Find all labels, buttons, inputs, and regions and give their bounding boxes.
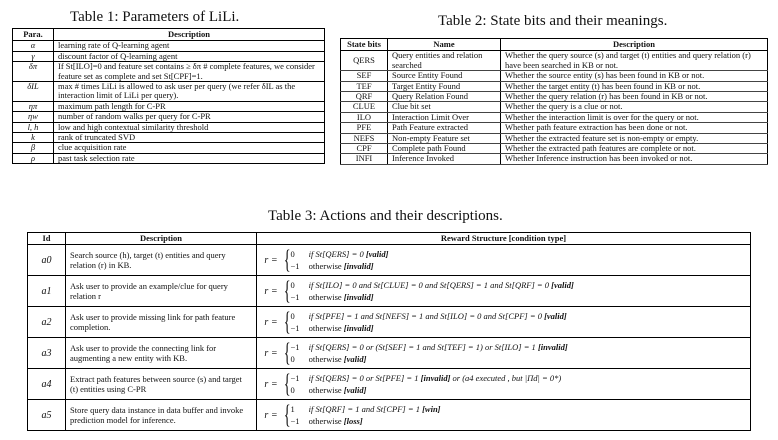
state-name: Clue bit set xyxy=(388,102,501,112)
param-description: number of random walks per query for C-PR xyxy=(54,112,325,122)
table-row xyxy=(341,51,768,71)
table-row xyxy=(13,101,325,111)
state-bit: TEF xyxy=(341,81,388,91)
reward-value: 0 xyxy=(290,354,295,365)
table-row xyxy=(341,133,768,143)
table3-header-description: Description xyxy=(66,233,257,245)
reward-symbol: r = xyxy=(264,409,278,421)
state-bit: SEF xyxy=(341,71,388,81)
condition-type: [valid] xyxy=(343,385,367,396)
param-description: learning rate of Q-learning agent xyxy=(54,41,325,51)
state-name: Path Feature extracted xyxy=(388,123,501,133)
condition-type: [invalid] xyxy=(343,323,374,334)
reward-symbol: r = xyxy=(264,347,278,359)
reward-structure xyxy=(257,245,751,276)
reward-case-2 xyxy=(290,384,561,396)
state-description: Whether the query source (s) and target (t) entities and query relation (r) have been searched in KB or not. xyxy=(501,51,768,71)
condition-type: [invalid] xyxy=(343,261,374,272)
param-symbol: α xyxy=(13,41,54,51)
reward-structure xyxy=(257,307,751,338)
param-description: clue acquisition rate xyxy=(54,143,325,153)
table-row xyxy=(28,307,751,338)
action-id: a2 xyxy=(28,307,66,338)
state-bit: CPF xyxy=(341,144,388,154)
reward-condition-extra: or (a4 executed , but |Πd| = 0*) xyxy=(452,373,562,384)
state-name: Inference Invoked xyxy=(388,154,501,164)
table2-header-state-bits: State bits xyxy=(341,39,388,51)
table-row xyxy=(341,112,768,122)
state-description: Whether the target entity (t) has been found in KB or not. xyxy=(501,81,768,91)
reward-condition: otherwise xyxy=(308,385,342,396)
param-description: max # times LiLi is allowed to ask user per query (we refer δIL as the interaction limit of LiLi per query). xyxy=(54,82,325,102)
state-name: Non-empty Feature set xyxy=(388,133,501,143)
table3-header-id: Id xyxy=(28,233,66,245)
state-description: Whether Inference instruction has been invoked or not. xyxy=(501,154,768,164)
condition-type: [invalid] xyxy=(343,292,374,303)
param-description: If St[ILO]=0 and feature set contains ≥ δπ # complete features, we consider feature set as complete and set St[CPF]=1. xyxy=(54,62,325,82)
reward-structure xyxy=(257,276,751,307)
state-description: Whether the query is a clue or not. xyxy=(501,102,768,112)
state-bit: INFI xyxy=(341,154,388,164)
table-row xyxy=(28,400,751,431)
state-description: Whether the source entity (s) has been found in KB or not. xyxy=(501,71,768,81)
action-description: Ask user to provide the connecting link for augmenting a new entity with KB. xyxy=(66,338,257,369)
condition-type: [invalid] xyxy=(537,342,568,353)
reward-value: −1 xyxy=(290,292,300,303)
brace-glyph: { xyxy=(283,276,291,306)
reward-case-2 xyxy=(290,353,567,365)
condition-type: [valid] xyxy=(544,311,567,322)
reward-value: 1 xyxy=(290,404,295,415)
brace-glyph: { xyxy=(283,338,291,368)
table2 xyxy=(340,38,768,165)
table2-header-name: Name xyxy=(388,39,501,51)
reward-value: −1 xyxy=(290,373,300,384)
param-description: rank of truncated SVD xyxy=(54,133,325,143)
table3-header-reward: Reward Structure [condition type] xyxy=(257,233,751,245)
state-bit: NEFS xyxy=(341,133,388,143)
table-row xyxy=(341,102,768,112)
table1 xyxy=(12,28,325,164)
param-symbol: δIL xyxy=(13,82,54,102)
param-symbol: k xyxy=(13,133,54,143)
param-description: past task selection rate xyxy=(54,153,325,163)
state-description: Whether the interaction limit is over for the query or not. xyxy=(501,112,768,122)
state-name: Source Entity Found xyxy=(388,71,501,81)
reward-case-1 xyxy=(290,248,388,260)
table-row xyxy=(28,338,751,369)
table1-header-description: Description xyxy=(54,29,325,41)
reward-case-1 xyxy=(290,279,573,291)
action-id: a3 xyxy=(28,338,66,369)
table-row xyxy=(13,62,325,82)
reward-condition: if St[QERS] = 0 xyxy=(308,249,364,260)
reward-value: −1 xyxy=(290,342,300,353)
condition-type: [valid] xyxy=(343,354,367,365)
reward-value: −1 xyxy=(290,323,300,334)
table2-header-description: Description xyxy=(501,39,768,51)
reward-condition: if St[PFE] = 1 and St[NEFS] = 1 and St[ILO] = 0 and St[CPF] = 0 xyxy=(308,311,542,322)
table3-caption: Table 3: Actions and their descriptions. xyxy=(268,208,503,224)
reward-case-2 xyxy=(290,415,440,427)
action-description: Search source (h), target (t) entities and query relation (r) in KB. xyxy=(66,245,257,276)
table-row xyxy=(341,154,768,164)
table3 xyxy=(27,232,751,431)
reward-structure xyxy=(257,369,751,400)
state-description: Whether the extracted path features are complete or not. xyxy=(501,144,768,154)
table-row xyxy=(13,41,325,51)
reward-condition: if St[ILO] = 0 and St[CLUE] = 0 and St[QERS] = 1 and St[QRF] = 0 xyxy=(308,280,550,291)
reward-case-2 xyxy=(290,291,573,303)
action-description: Extract path features between source (s) and target (t) entities using C-PR xyxy=(66,369,257,400)
state-bit: PFE xyxy=(341,123,388,133)
action-id: a1 xyxy=(28,276,66,307)
reward-case-1 xyxy=(290,372,561,384)
reward-symbol: r = xyxy=(264,316,278,328)
reward-value: −1 xyxy=(290,416,300,427)
action-id: a4 xyxy=(28,369,66,400)
table-row xyxy=(28,245,751,276)
reward-condition: otherwise xyxy=(308,292,342,303)
state-description: Whether the query relation (r) has been found in KB or not. xyxy=(501,92,768,102)
reward-condition: otherwise xyxy=(308,323,342,334)
condition-type: [valid] xyxy=(365,249,389,260)
table-row xyxy=(341,144,768,154)
reward-value: 0 xyxy=(290,280,295,291)
reward-value: 0 xyxy=(290,249,295,260)
param-description: maximum path length for C-PR xyxy=(54,101,325,111)
reward-case-2 xyxy=(290,260,388,272)
state-description: Whether the extracted feature set is non-empty or empty. xyxy=(501,133,768,143)
table-row xyxy=(13,112,325,122)
condition-type: [invalid] xyxy=(420,373,451,384)
table-row xyxy=(28,276,751,307)
reward-condition: otherwise xyxy=(308,416,342,427)
state-name: Query entities and relation searched xyxy=(388,51,501,71)
reward-symbol: r = xyxy=(264,378,278,390)
param-symbol: ηπ xyxy=(13,101,54,111)
reward-symbol: r = xyxy=(264,254,278,266)
action-description: Ask user to provide an example/clue for query relation r xyxy=(66,276,257,307)
brace-glyph: { xyxy=(283,369,291,399)
state-description: Whether path feature extraction has been done or not. xyxy=(501,123,768,133)
reward-condition: otherwise xyxy=(308,354,342,365)
table-row xyxy=(13,122,325,132)
state-name: Query Relation Found xyxy=(388,92,501,102)
action-description: Ask user to provide missing link for path feature completion. xyxy=(66,307,257,338)
state-name: Complete path Found xyxy=(388,144,501,154)
reward-condition: if St[QERS] = 0 or St[PFE] = 1 xyxy=(308,373,419,384)
brace-glyph: { xyxy=(283,307,291,337)
table1-header-para: Para. xyxy=(13,29,54,41)
reward-case-2 xyxy=(290,322,566,334)
table1-caption: Table 1: Parameters of LiLi. xyxy=(70,9,240,25)
reward-case-1 xyxy=(290,403,440,415)
condition-type: [win] xyxy=(422,404,441,415)
table-row xyxy=(341,81,768,91)
action-id: a0 xyxy=(28,245,66,276)
action-description: Store query data instance in data buffer and invoke prediction model for inference. xyxy=(66,400,257,431)
condition-type: [loss] xyxy=(343,416,363,427)
state-name: Target Entity Found xyxy=(388,81,501,91)
param-symbol: l, h xyxy=(13,122,54,132)
reward-value: 0 xyxy=(290,385,295,396)
reward-condition: if St[QERS] = 0 or (St[SEF] = 1 and St[TEF] = 1) or St[ILO] = 1 xyxy=(308,342,536,353)
reward-structure xyxy=(257,338,751,369)
table-row xyxy=(341,71,768,81)
table-row xyxy=(13,133,325,143)
table2-caption: Table 2: State bits and their meanings. xyxy=(438,13,668,29)
param-symbol: ρ xyxy=(13,153,54,163)
state-bit: ILO xyxy=(341,112,388,122)
reward-case-1 xyxy=(290,310,566,322)
action-id: a5 xyxy=(28,400,66,431)
state-bit: QERS xyxy=(341,51,388,71)
reward-structure xyxy=(257,400,751,431)
param-symbol: δπ xyxy=(13,62,54,82)
reward-value: 0 xyxy=(290,311,295,322)
param-symbol: γ xyxy=(13,51,54,61)
table-row xyxy=(28,369,751,400)
brace-glyph: { xyxy=(283,400,291,430)
brace-glyph: { xyxy=(283,245,291,275)
param-description: low and high contextual similarity threshold xyxy=(54,122,325,132)
table-row xyxy=(341,92,768,102)
param-symbol: β xyxy=(13,143,54,153)
condition-type: [valid] xyxy=(551,280,574,291)
state-name: Interaction Limit Over xyxy=(388,112,501,122)
table-row xyxy=(13,82,325,102)
state-bit: QRF xyxy=(341,92,388,102)
reward-condition: otherwise xyxy=(308,261,342,272)
reward-condition: if St[QRF] = 1 and St[CPF] = 1 xyxy=(308,404,420,415)
param-description: discount factor of Q-learning agent xyxy=(54,51,325,61)
table-row xyxy=(13,153,325,163)
table-row xyxy=(341,123,768,133)
reward-symbol: r = xyxy=(264,285,278,297)
reward-value: −1 xyxy=(290,261,300,272)
table-row xyxy=(13,143,325,153)
param-symbol: ηw xyxy=(13,112,54,122)
reward-case-1 xyxy=(290,341,567,353)
table-row xyxy=(13,51,325,61)
state-bit: CLUE xyxy=(341,102,388,112)
